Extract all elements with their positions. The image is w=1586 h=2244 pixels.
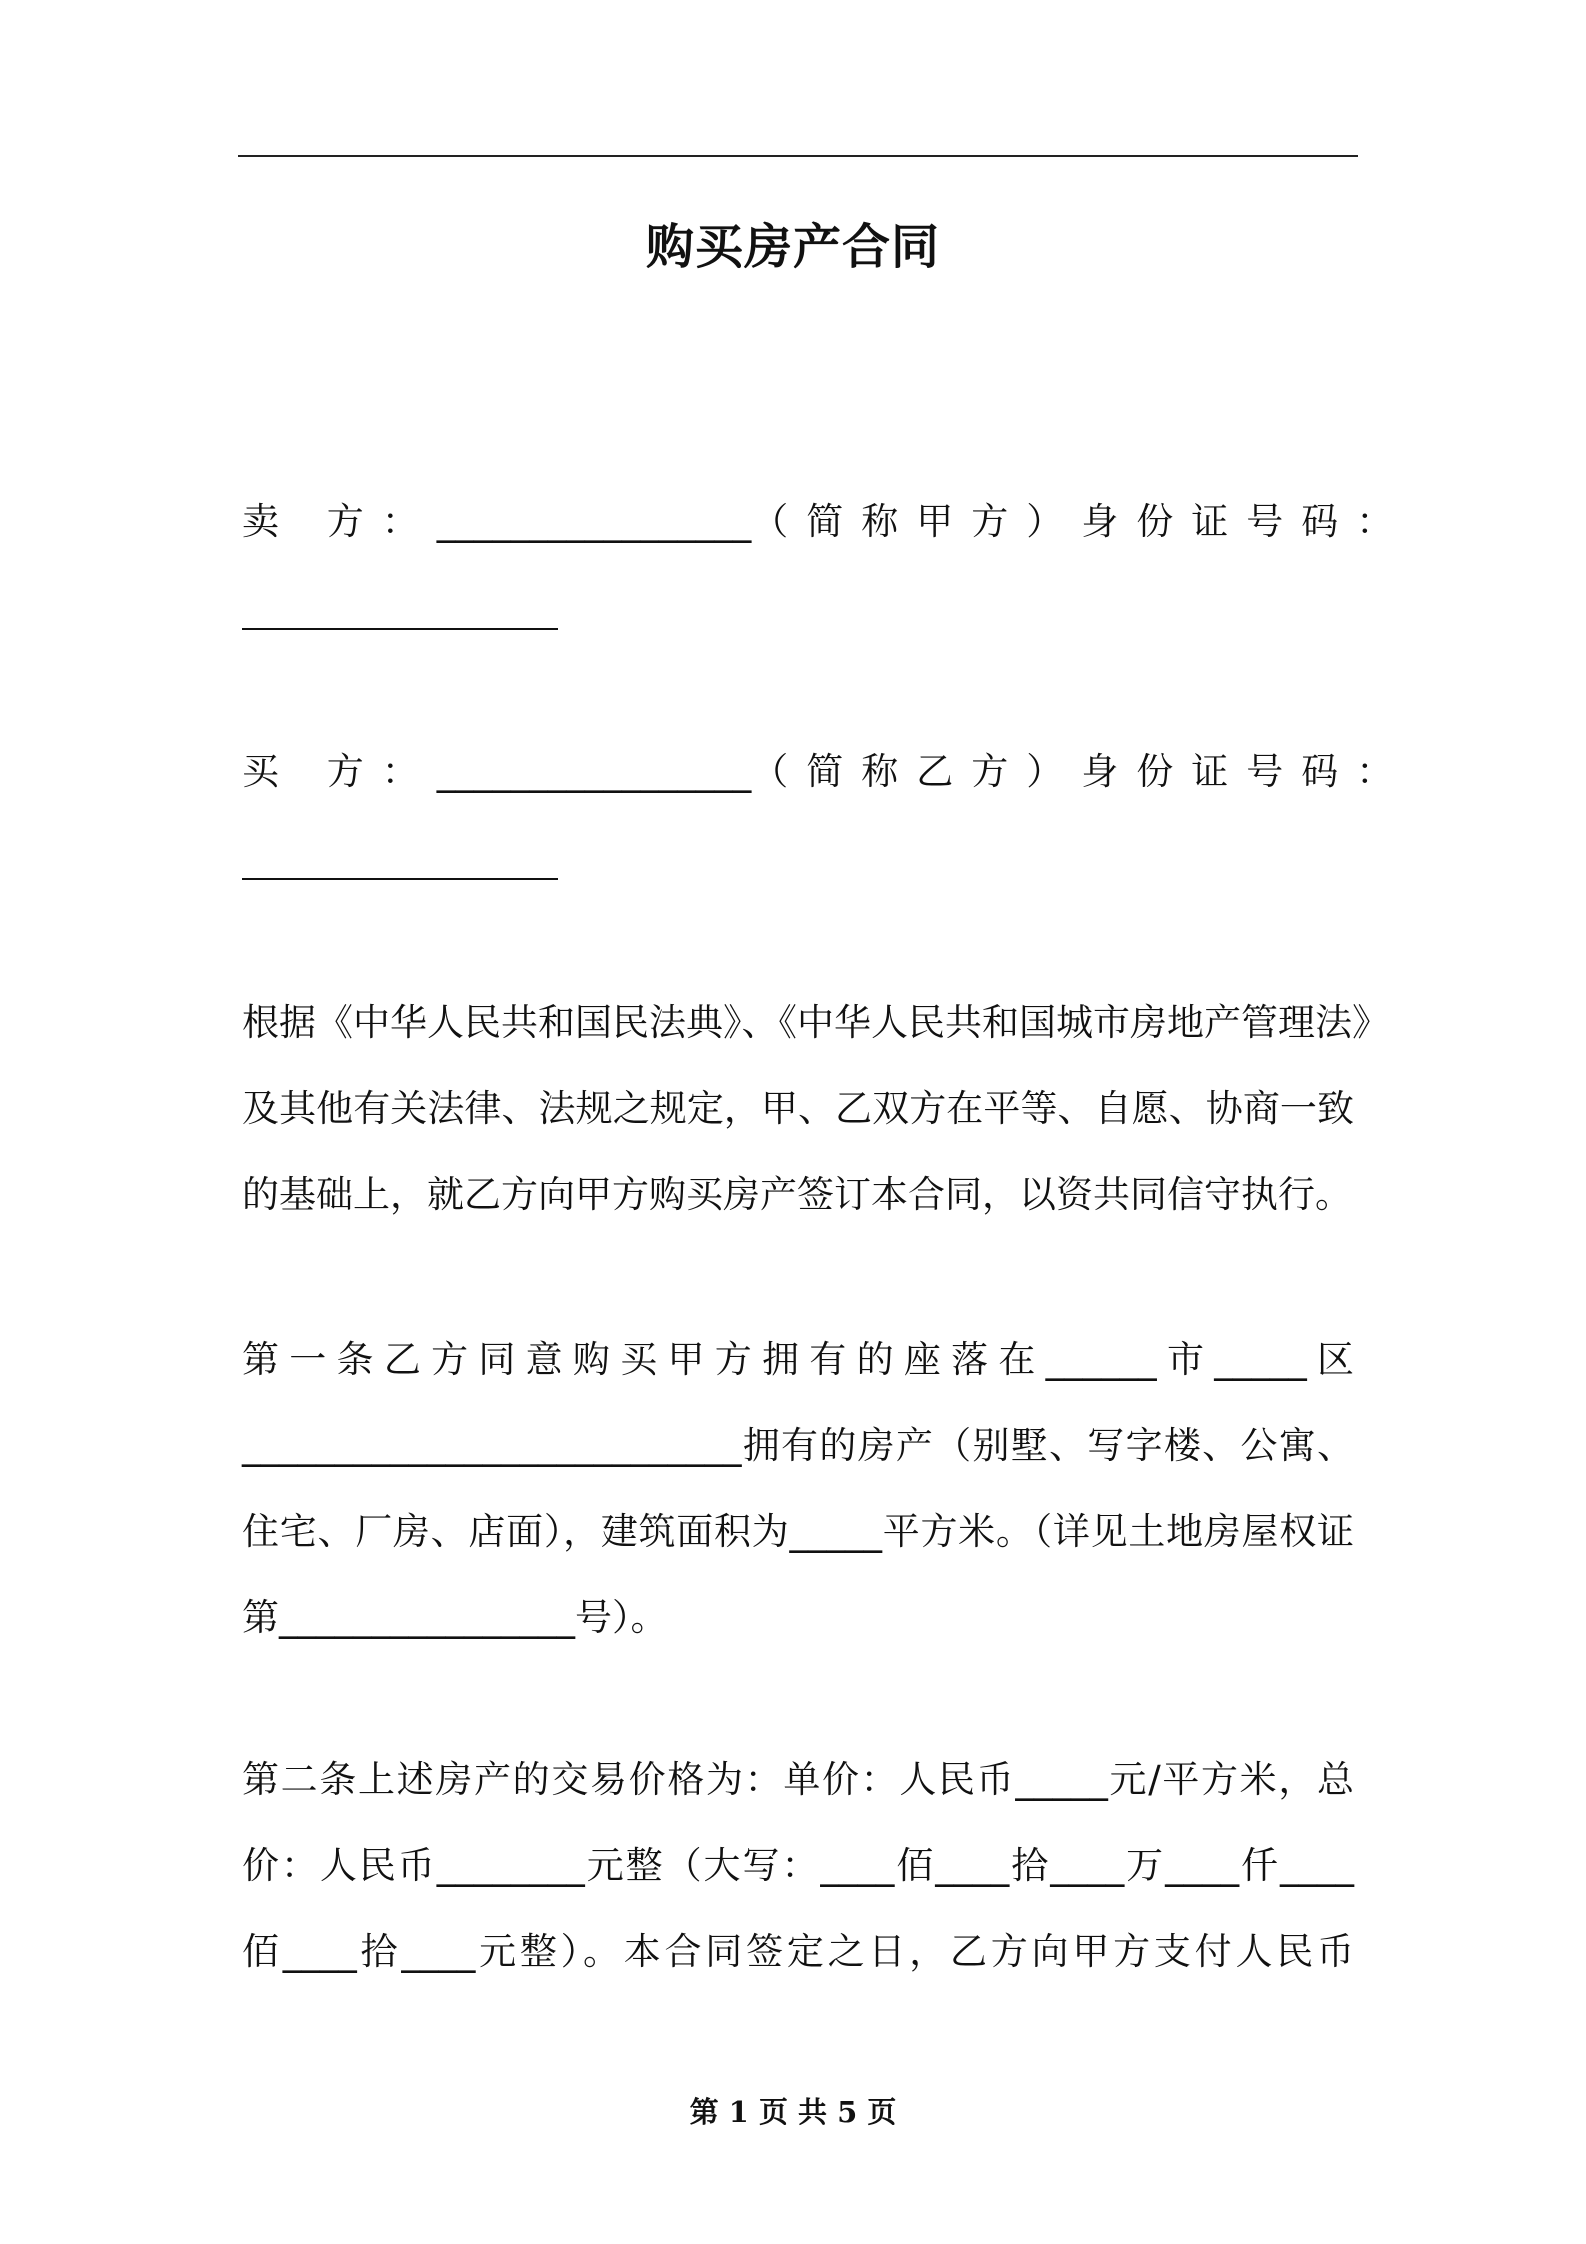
header-divider [238,155,1358,157]
buyer-id-blank [242,878,558,880]
article-1-line: 第________________号）。 [242,1596,668,1639]
article-2-paragraph [242,1737,1354,1995]
seller-name-blank: _________________ [436,500,752,543]
preamble-line: 及其他有关法律、法规之规定，甲、乙双方在平等、自愿、协商一致 [242,1087,1354,1130]
article-1-line: ___________________________拥有的房产（别墅、写字楼、公寓、 [242,1424,1354,1467]
seller-abbr: （简称甲方） [751,500,1082,543]
seller-line [242,492,1412,552]
seller-id-blank [242,628,558,630]
buyer-id-label: 身份证号码： [1081,750,1412,793]
seller-label: 卖 方： [242,500,437,543]
buyer-abbr: （简称乙方） [751,750,1082,793]
article-1-line: 住宅、厂房、店面），建筑面积为_____平方米。（详见土地房屋权证 [242,1510,1354,1553]
article-1-line: 第一条乙方同意购买甲方拥有的座落在______市_____区 [242,1338,1354,1381]
page-number-footer: 第 1 页 共 5 页 [689,2095,897,2129]
buyer-label: 买 方： [242,750,437,793]
seller-id-label: 身份证号码： [1081,500,1412,543]
preamble-paragraph [242,980,1389,1238]
article-2-line: 佰____拾____元整）。本合同签定之日，乙方向甲方支付人民币 [242,1930,1354,1973]
preamble-line: 根据《中华人民共和国民法典》、《中华人民共和国城市房地产管理法》 [242,1001,1389,1044]
article-1-paragraph [242,1317,1354,1661]
article-2-line: 第二条上述房产的交易价格为：单价：人民币_____元/平方米，总 [242,1758,1354,1801]
preamble-line: 的基础上，就乙方向甲方购买房产签订本合同，以资共同信守执行。 [242,1173,1352,1216]
buyer-line [242,742,1412,802]
buyer-name-blank: _________________ [436,750,752,793]
article-2-line: 价：人民币________元整（大写：____佰____拾____万____仟____ [242,1844,1354,1887]
document-title: 购买房产合同 [645,219,940,275]
